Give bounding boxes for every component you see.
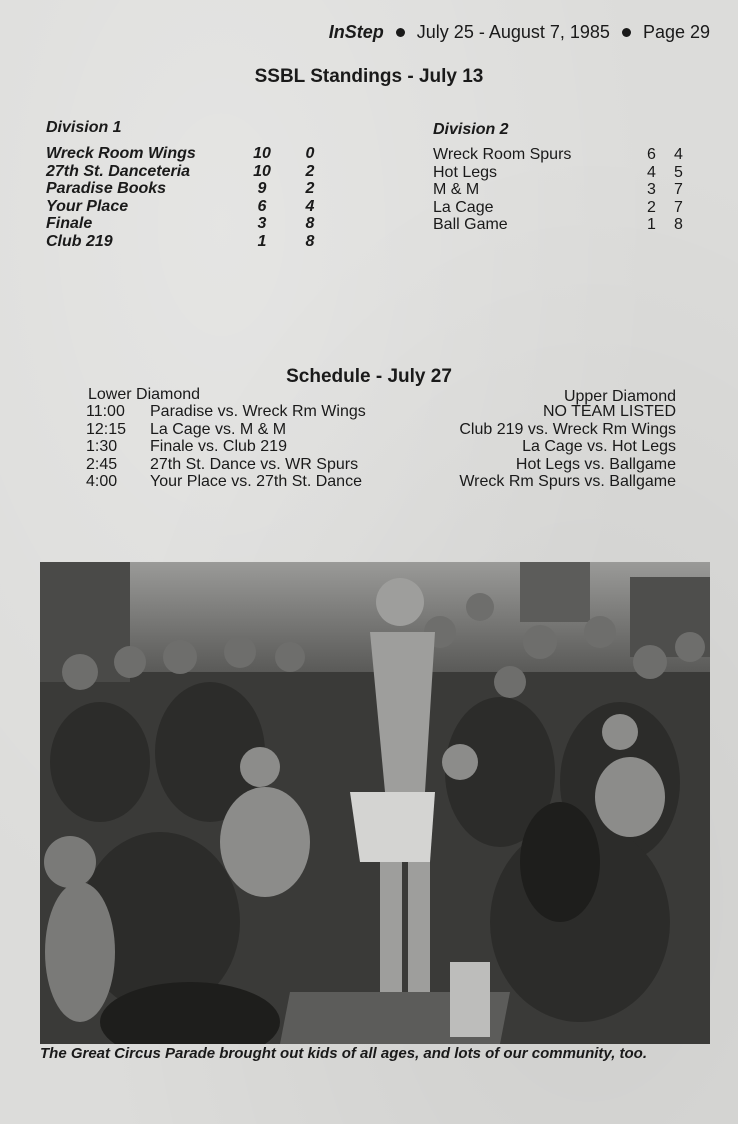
division1-table	[46, 145, 334, 250]
publication-name: InStep	[328, 22, 384, 42]
losses: 7	[674, 198, 683, 216]
wins: 1	[257, 232, 267, 250]
losses: 0	[305, 145, 315, 162]
standings-row	[46, 215, 334, 233]
game-time: 11:00	[86, 403, 125, 420]
losses: 8	[674, 216, 683, 233]
standings-row	[46, 198, 334, 216]
team-name: Ball Game	[433, 216, 508, 233]
schedule-row	[86, 473, 366, 491]
schedule-row	[86, 403, 366, 421]
game-matchup: Finale vs. Club 219	[150, 438, 287, 455]
lower-diamond-heading: Lower Diamond	[88, 386, 201, 403]
wins: 10	[253, 145, 271, 162]
losses: 4	[674, 146, 683, 163]
game-matchup: Hot Legs vs. Ballgame	[515, 455, 676, 473]
team-name: Paradise Books	[46, 180, 167, 197]
team-name: Wreck Room Wings	[46, 145, 196, 162]
standings-row	[46, 145, 334, 163]
standings-row	[46, 233, 334, 251]
parade-crowd-photo	[40, 562, 710, 1044]
crowd-photo-image	[40, 562, 710, 1044]
standings-row	[433, 181, 692, 199]
upper-diamond-schedule	[459, 403, 676, 491]
lower-diamond-schedule	[86, 403, 366, 491]
standings-row	[433, 164, 692, 182]
division1-heading: Division 1	[46, 119, 122, 136]
game-time: 12:15	[86, 420, 127, 438]
wins: 10	[253, 162, 271, 180]
page-header	[329, 22, 710, 43]
upper-diamond-heading: Upper Diamond	[563, 388, 676, 405]
wins: 3	[257, 215, 267, 232]
team-name: Your Place	[46, 197, 129, 215]
schedule-row	[86, 421, 366, 439]
team-name: 27th St. Danceteria	[46, 162, 191, 180]
losses: 2	[305, 180, 315, 197]
wins: 2	[647, 198, 656, 216]
schedule-title: Schedule - July 27	[286, 366, 452, 387]
standings-row	[46, 180, 334, 198]
page-number: Page 29	[642, 22, 710, 42]
losses: 2	[305, 162, 315, 180]
game-matchup: Paradise vs. Wreck Rm Wings	[150, 403, 366, 420]
wins: 6	[647, 146, 656, 163]
losses: 5	[674, 163, 683, 181]
game-matchup: NO TEAM LISTED	[542, 403, 676, 420]
losses: 8	[305, 232, 315, 250]
schedule-row	[86, 456, 366, 474]
division2-heading: Division 2	[433, 121, 509, 138]
standings-row	[433, 199, 692, 217]
losses: 8	[305, 215, 315, 232]
game-time: 1:30	[86, 438, 118, 455]
schedule-row	[86, 438, 366, 456]
bullet-icon	[396, 28, 405, 37]
team-name: Finale	[46, 215, 93, 232]
wins: 6	[257, 197, 267, 215]
losses: 7	[674, 181, 683, 198]
game-matchup: Club 219 vs. Wreck Rm Wings	[459, 420, 676, 438]
game-time: 4:00	[86, 473, 118, 490]
photo-caption: The Great Circus Parade brought out kids of all ages, and lots of our community, too.	[40, 1045, 648, 1062]
game-time: 2:45	[86, 455, 118, 473]
wins: 3	[647, 181, 656, 198]
standings-title: SSBL Standings - July 13	[254, 66, 484, 87]
wins: 4	[647, 163, 656, 181]
losses: 4	[305, 197, 315, 215]
division2-table	[433, 146, 692, 234]
team-name: La Cage	[433, 198, 494, 216]
wins: 9	[257, 180, 267, 197]
wins: 1	[647, 216, 656, 233]
standings-row	[433, 216, 692, 234]
team-name: Hot Legs	[433, 163, 498, 181]
team-name: Club 219	[46, 232, 113, 250]
standings-row	[46, 163, 334, 181]
game-matchup: La Cage vs. M & M	[150, 420, 287, 438]
team-name: Wreck Room Spurs	[433, 146, 572, 163]
game-matchup: La Cage vs. Hot Legs	[522, 438, 676, 455]
game-matchup: Wreck Rm Spurs vs. Ballgame	[459, 473, 676, 490]
game-matchup: 27th St. Dance vs. WR Spurs	[150, 455, 359, 473]
bullet-icon	[622, 28, 631, 37]
game-matchup: Your Place vs. 27th St. Dance	[150, 473, 362, 490]
team-name: M & M	[433, 181, 480, 198]
issue-dates: July 25 - August 7, 1985	[416, 22, 610, 42]
standings-row	[433, 146, 692, 164]
